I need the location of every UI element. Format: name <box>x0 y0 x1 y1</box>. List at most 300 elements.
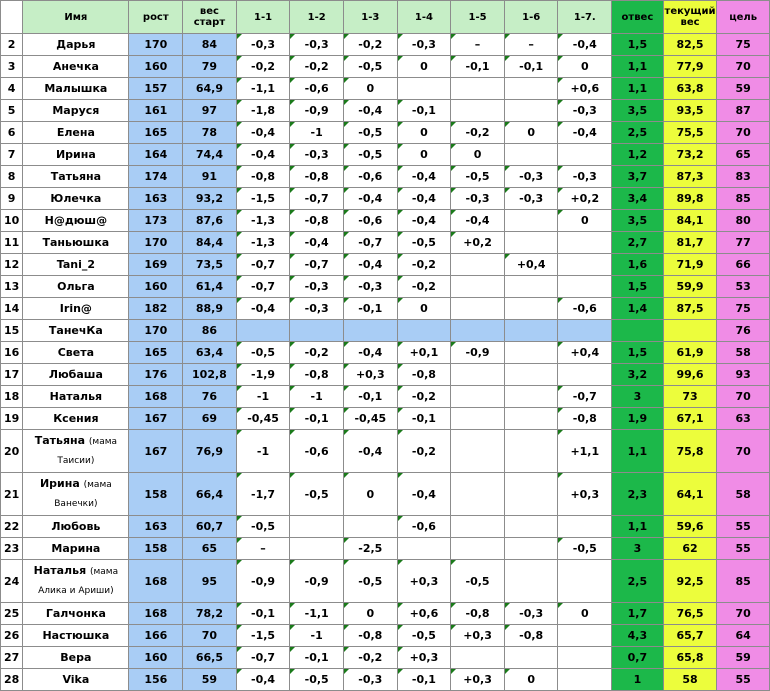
cell-current-weight[interactable]: 93,5 <box>663 100 717 122</box>
cell-week-4[interactable]: -0,4 <box>397 188 451 210</box>
cell-lost[interactable]: 3 <box>612 538 664 560</box>
cell-week-1[interactable]: -0,4 <box>236 144 290 166</box>
cell-goal[interactable]: 85 <box>717 188 770 210</box>
cell-week-4[interactable]: +0,3 <box>397 560 451 603</box>
cell-week-6[interactable] <box>504 144 558 166</box>
cell-week-5[interactable] <box>451 516 505 538</box>
cell-week-4[interactable]: -0,2 <box>397 430 451 473</box>
cell-start-weight[interactable]: 86 <box>183 320 237 342</box>
cell-week-5[interactable] <box>451 386 505 408</box>
cell-week-1[interactable]: -0,3 <box>236 34 290 56</box>
row-number[interactable]: 22 <box>1 516 23 538</box>
cell-start-weight[interactable]: 73,5 <box>183 254 237 276</box>
cell-week-3[interactable]: -0,6 <box>343 166 397 188</box>
cell-week-4[interactable] <box>397 538 451 560</box>
cell-height[interactable]: 164 <box>129 144 183 166</box>
cell-week-1[interactable]: -1,8 <box>236 100 290 122</box>
header-start-weight[interactable]: вес старт <box>183 1 237 34</box>
cell-lost[interactable]: 0,7 <box>612 647 664 669</box>
cell-week-3[interactable]: -0,3 <box>343 669 397 691</box>
cell-height[interactable]: 174 <box>129 166 183 188</box>
cell-name[interactable] <box>23 144 129 166</box>
cell-week-5[interactable]: -0,1 <box>451 56 505 78</box>
cell-week-3[interactable]: +0,3 <box>343 364 397 386</box>
row-number[interactable]: 27 <box>1 647 23 669</box>
cell-week-5[interactable]: +0,2 <box>451 232 505 254</box>
cell-start-weight[interactable]: 66,5 <box>183 647 237 669</box>
cell-current-weight[interactable]: 81,7 <box>663 232 717 254</box>
cell-height[interactable]: 167 <box>129 408 183 430</box>
cell-current-weight[interactable]: 59,9 <box>663 276 717 298</box>
cell-current-weight[interactable]: 65,7 <box>663 625 717 647</box>
header-week-7[interactable]: 1-7. <box>558 1 612 34</box>
cell-week-5[interactable] <box>451 276 505 298</box>
cell-week-5[interactable] <box>451 320 505 342</box>
cell-height[interactable]: 182 <box>129 298 183 320</box>
cell-week-3[interactable]: -0,7 <box>343 232 397 254</box>
cell-start-weight[interactable]: 70 <box>183 625 237 647</box>
cell-lost[interactable]: 1,1 <box>612 430 664 473</box>
cell-week-1[interactable]: -1,7 <box>236 473 290 516</box>
cell-week-4[interactable]: -0,1 <box>397 669 451 691</box>
cell-week-4[interactable]: +0,1 <box>397 342 451 364</box>
cell-week-1[interactable]: -0,8 <box>236 166 290 188</box>
cell-height[interactable]: 160 <box>129 647 183 669</box>
cell-week-4[interactable]: 0 <box>397 122 451 144</box>
cell-current-weight[interactable]: 82,5 <box>663 34 717 56</box>
cell-week-2[interactable]: -0,5 <box>290 669 344 691</box>
cell-week-6[interactable] <box>504 386 558 408</box>
row-number[interactable]: 9 <box>1 188 23 210</box>
row-number[interactable]: 15 <box>1 320 23 342</box>
cell-week-7[interactable]: +1,1 <box>558 430 612 473</box>
row-number[interactable]: 13 <box>1 276 23 298</box>
cell-week-6[interactable] <box>504 473 558 516</box>
cell-week-5[interactable] <box>451 298 505 320</box>
cell-week-1[interactable]: -1 <box>236 430 290 473</box>
cell-week-3[interactable]: -0,4 <box>343 254 397 276</box>
cell-week-6[interactable]: +0,4 <box>504 254 558 276</box>
cell-name[interactable] <box>23 669 129 691</box>
cell-lost[interactable]: 1,6 <box>612 254 664 276</box>
cell-lost[interactable]: 3,4 <box>612 188 664 210</box>
cell-week-5[interactable] <box>451 100 505 122</box>
cell-week-1[interactable]: -0,1 <box>236 603 290 625</box>
cell-week-7[interactable] <box>558 320 612 342</box>
cell-week-6[interactable]: -0,8 <box>504 625 558 647</box>
cell-lost[interactable]: 2,7 <box>612 232 664 254</box>
cell-week-7[interactable]: +0,6 <box>558 78 612 100</box>
row-number[interactable]: 2 <box>1 34 23 56</box>
cell-week-4[interactable]: +0,3 <box>397 647 451 669</box>
cell-height[interactable]: 168 <box>129 560 183 603</box>
row-number[interactable]: 24 <box>1 560 23 603</box>
cell-name[interactable] <box>23 430 129 473</box>
cell-goal[interactable]: 59 <box>717 78 770 100</box>
cell-week-1[interactable]: -1,3 <box>236 210 290 232</box>
cell-week-3[interactable] <box>343 320 397 342</box>
cell-week-3[interactable]: -0,2 <box>343 34 397 56</box>
cell-week-3[interactable] <box>343 516 397 538</box>
cell-week-6[interactable]: -0,1 <box>504 56 558 78</box>
cell-week-1[interactable] <box>236 320 290 342</box>
cell-name[interactable] <box>23 386 129 408</box>
header-goal[interactable]: цель <box>717 1 770 34</box>
row-number[interactable]: 17 <box>1 364 23 386</box>
cell-lost[interactable]: 1,5 <box>612 276 664 298</box>
cell-week-7[interactable]: 0 <box>558 56 612 78</box>
cell-week-4[interactable]: -0,2 <box>397 276 451 298</box>
cell-week-2[interactable]: -0,4 <box>290 232 344 254</box>
cell-goal[interactable]: 70 <box>717 122 770 144</box>
cell-goal[interactable]: 76 <box>717 320 770 342</box>
cell-goal[interactable]: 70 <box>717 603 770 625</box>
cell-goal[interactable]: 70 <box>717 386 770 408</box>
cell-week-4[interactable]: +0,6 <box>397 603 451 625</box>
cell-goal[interactable]: 59 <box>717 647 770 669</box>
cell-goal[interactable]: 93 <box>717 364 770 386</box>
cell-week-3[interactable]: -0,4 <box>343 100 397 122</box>
header-week-1[interactable]: 1-1 <box>236 1 290 34</box>
cell-week-3[interactable]: -0,4 <box>343 430 397 473</box>
cell-start-weight[interactable]: 102,8 <box>183 364 237 386</box>
cell-start-weight[interactable]: 76,9 <box>183 430 237 473</box>
cell-week-7[interactable]: -0,5 <box>558 538 612 560</box>
cell-week-6[interactable]: -0,3 <box>504 166 558 188</box>
cell-name[interactable] <box>23 473 129 516</box>
cell-week-7[interactable]: 0 <box>558 210 612 232</box>
cell-start-weight[interactable]: 84 <box>183 34 237 56</box>
cell-lost[interactable]: 1,4 <box>612 298 664 320</box>
cell-name[interactable] <box>23 276 129 298</box>
cell-week-2[interactable]: -0,3 <box>290 144 344 166</box>
cell-start-weight[interactable]: 95 <box>183 560 237 603</box>
cell-height[interactable]: 169 <box>129 254 183 276</box>
cell-current-weight[interactable]: 67,1 <box>663 408 717 430</box>
cell-current-weight[interactable] <box>663 320 717 342</box>
cell-week-7[interactable]: -0,7 <box>558 386 612 408</box>
row-number[interactable]: 12 <box>1 254 23 276</box>
cell-week-1[interactable]: -0,4 <box>236 122 290 144</box>
cell-week-7[interactable]: +0,2 <box>558 188 612 210</box>
cell-week-6[interactable] <box>504 430 558 473</box>
cell-week-1[interactable]: -0,9 <box>236 560 290 603</box>
cell-height[interactable]: 168 <box>129 603 183 625</box>
cell-week-5[interactable] <box>451 538 505 560</box>
cell-week-5[interactable] <box>451 647 505 669</box>
cell-lost[interactable]: 3 <box>612 386 664 408</box>
cell-week-1[interactable]: -0,4 <box>236 669 290 691</box>
cell-week-5[interactable] <box>451 408 505 430</box>
cell-week-4[interactable]: 0 <box>397 144 451 166</box>
cell-week-1[interactable]: -1,9 <box>236 364 290 386</box>
cell-week-6[interactable] <box>504 320 558 342</box>
cell-week-1[interactable]: -0,7 <box>236 647 290 669</box>
cell-week-2[interactable]: -0,9 <box>290 100 344 122</box>
cell-week-1[interactable]: -1,5 <box>236 188 290 210</box>
cell-lost[interactable] <box>612 320 664 342</box>
cell-lost[interactable]: 1,5 <box>612 342 664 364</box>
cell-week-3[interactable]: 0 <box>343 603 397 625</box>
header-name[interactable]: Имя <box>23 1 129 34</box>
cell-week-7[interactable] <box>558 232 612 254</box>
cell-lost[interactable]: 1,7 <box>612 603 664 625</box>
cell-week-7[interactable] <box>558 647 612 669</box>
cell-lost[interactable]: 3,5 <box>612 100 664 122</box>
cell-week-1[interactable]: -0,2 <box>236 56 290 78</box>
row-number[interactable]: 10 <box>1 210 23 232</box>
cell-week-3[interactable]: -2,5 <box>343 538 397 560</box>
cell-current-weight[interactable]: 71,9 <box>663 254 717 276</box>
cell-height[interactable]: 170 <box>129 320 183 342</box>
cell-current-weight[interactable]: 89,8 <box>663 188 717 210</box>
cell-week-4[interactable] <box>397 320 451 342</box>
cell-current-weight[interactable]: 92,5 <box>663 560 717 603</box>
cell-week-4[interactable]: -0,2 <box>397 254 451 276</box>
cell-week-2[interactable]: -0,8 <box>290 166 344 188</box>
cell-current-weight[interactable]: 87,3 <box>663 166 717 188</box>
cell-goal[interactable]: 80 <box>717 210 770 232</box>
cell-week-5[interactable]: -0,4 <box>451 210 505 232</box>
header-lost[interactable]: отвес <box>612 1 664 34</box>
cell-lost[interactable]: 1,5 <box>612 34 664 56</box>
cell-week-7[interactable]: +0,4 <box>558 342 612 364</box>
header-week-3[interactable]: 1-3 <box>343 1 397 34</box>
cell-current-weight[interactable]: 63,8 <box>663 78 717 100</box>
cell-height[interactable]: 156 <box>129 669 183 691</box>
cell-current-weight[interactable]: 84,1 <box>663 210 717 232</box>
cell-name[interactable] <box>23 342 129 364</box>
cell-name[interactable] <box>23 78 129 100</box>
cell-goal[interactable]: 87 <box>717 100 770 122</box>
cell-name[interactable] <box>23 647 129 669</box>
cell-goal[interactable]: 58 <box>717 342 770 364</box>
cell-lost[interactable]: 3,2 <box>612 364 664 386</box>
cell-week-4[interactable]: 0 <box>397 56 451 78</box>
cell-week-7[interactable]: -0,4 <box>558 122 612 144</box>
header-current-weight[interactable]: текущий вес <box>663 1 717 34</box>
cell-height[interactable]: 163 <box>129 516 183 538</box>
cell-week-6[interactable]: 0 <box>504 669 558 691</box>
cell-week-3[interactable]: -0,5 <box>343 56 397 78</box>
cell-week-1[interactable]: – <box>236 538 290 560</box>
cell-height[interactable]: 165 <box>129 122 183 144</box>
cell-name[interactable] <box>23 625 129 647</box>
row-number[interactable]: 5 <box>1 100 23 122</box>
cell-week-7[interactable]: -0,8 <box>558 408 612 430</box>
cell-goal[interactable]: 70 <box>717 56 770 78</box>
cell-week-2[interactable]: -0,3 <box>290 34 344 56</box>
cell-goal[interactable]: 75 <box>717 34 770 56</box>
cell-lost[interactable]: 1,1 <box>612 516 664 538</box>
cell-height[interactable]: 160 <box>129 276 183 298</box>
cell-current-weight[interactable]: 73 <box>663 386 717 408</box>
cell-week-1[interactable]: -0,45 <box>236 408 290 430</box>
row-number[interactable]: 21 <box>1 473 23 516</box>
cell-goal[interactable]: 55 <box>717 538 770 560</box>
cell-week-6[interactable] <box>504 364 558 386</box>
cell-week-7[interactable] <box>558 625 612 647</box>
cell-start-weight[interactable]: 78 <box>183 122 237 144</box>
cell-goal[interactable]: 83 <box>717 166 770 188</box>
cell-week-2[interactable] <box>290 516 344 538</box>
cell-lost[interactable]: 2,5 <box>612 122 664 144</box>
cell-start-weight[interactable]: 64,9 <box>183 78 237 100</box>
cell-week-1[interactable]: -0,7 <box>236 276 290 298</box>
cell-start-weight[interactable]: 93,2 <box>183 188 237 210</box>
row-number[interactable]: 4 <box>1 78 23 100</box>
cell-week-7[interactable] <box>558 144 612 166</box>
cell-week-4[interactable]: -0,4 <box>397 166 451 188</box>
cell-height[interactable]: 166 <box>129 625 183 647</box>
cell-week-4[interactable]: -0,4 <box>397 473 451 516</box>
cell-week-2[interactable]: -1,1 <box>290 603 344 625</box>
row-number[interactable]: 28 <box>1 669 23 691</box>
cell-height[interactable]: 158 <box>129 538 183 560</box>
row-number[interactable]: 14 <box>1 298 23 320</box>
cell-week-2[interactable]: -0,1 <box>290 647 344 669</box>
cell-week-6[interactable] <box>504 78 558 100</box>
cell-week-3[interactable]: -0,4 <box>343 342 397 364</box>
cell-goal[interactable]: 75 <box>717 298 770 320</box>
cell-start-weight[interactable]: 88,9 <box>183 298 237 320</box>
cell-name[interactable] <box>23 232 129 254</box>
cell-name[interactable] <box>23 56 129 78</box>
row-number[interactable]: 6 <box>1 122 23 144</box>
header-week-2[interactable]: 1-2 <box>290 1 344 34</box>
header-height[interactable]: рост <box>129 1 183 34</box>
cell-name[interactable] <box>23 603 129 625</box>
cell-week-6[interactable] <box>504 276 558 298</box>
cell-lost[interactable]: 1,1 <box>612 56 664 78</box>
cell-week-7[interactable]: 0 <box>558 603 612 625</box>
cell-week-2[interactable] <box>290 538 344 560</box>
row-number[interactable]: 19 <box>1 408 23 430</box>
cell-current-weight[interactable]: 62 <box>663 538 717 560</box>
cell-week-4[interactable]: -0,5 <box>397 625 451 647</box>
cell-week-6[interactable] <box>504 516 558 538</box>
cell-week-7[interactable]: -0,6 <box>558 298 612 320</box>
cell-week-4[interactable]: 0 <box>397 298 451 320</box>
cell-week-1[interactable]: -1,1 <box>236 78 290 100</box>
cell-week-7[interactable] <box>558 560 612 603</box>
cell-week-2[interactable]: -0,8 <box>290 210 344 232</box>
cell-week-2[interactable]: -0,2 <box>290 342 344 364</box>
cell-start-weight[interactable]: 65 <box>183 538 237 560</box>
row-number[interactable]: 26 <box>1 625 23 647</box>
cell-start-weight[interactable]: 69 <box>183 408 237 430</box>
cell-goal[interactable]: 55 <box>717 669 770 691</box>
cell-lost[interactable]: 1,1 <box>612 78 664 100</box>
row-number[interactable]: 25 <box>1 603 23 625</box>
cell-week-6[interactable] <box>504 408 558 430</box>
cell-current-weight[interactable]: 87,5 <box>663 298 717 320</box>
cell-current-weight[interactable]: 75,5 <box>663 122 717 144</box>
cell-current-weight[interactable]: 99,6 <box>663 364 717 386</box>
cell-goal[interactable]: 63 <box>717 408 770 430</box>
cell-start-weight[interactable]: 87,6 <box>183 210 237 232</box>
cell-current-weight[interactable]: 59,6 <box>663 516 717 538</box>
cell-goal[interactable]: 70 <box>717 430 770 473</box>
cell-current-weight[interactable]: 77,9 <box>663 56 717 78</box>
row-number[interactable]: 20 <box>1 430 23 473</box>
row-number[interactable]: 16 <box>1 342 23 364</box>
cell-goal[interactable]: 77 <box>717 232 770 254</box>
cell-week-1[interactable]: -1,3 <box>236 232 290 254</box>
cell-week-3[interactable]: -0,5 <box>343 122 397 144</box>
row-number[interactable]: 23 <box>1 538 23 560</box>
cell-name[interactable] <box>23 254 129 276</box>
cell-goal[interactable]: 55 <box>717 516 770 538</box>
cell-height[interactable]: 163 <box>129 188 183 210</box>
cell-start-weight[interactable]: 74,4 <box>183 144 237 166</box>
cell-height[interactable]: 173 <box>129 210 183 232</box>
cell-week-7[interactable]: +0,3 <box>558 473 612 516</box>
row-number[interactable]: 11 <box>1 232 23 254</box>
cell-week-6[interactable]: – <box>504 34 558 56</box>
cell-week-7[interactable] <box>558 669 612 691</box>
cell-week-1[interactable]: -1 <box>236 386 290 408</box>
cell-height[interactable]: 167 <box>129 430 183 473</box>
cell-start-weight[interactable]: 84,4 <box>183 232 237 254</box>
cell-goal[interactable]: 85 <box>717 560 770 603</box>
cell-week-7[interactable] <box>558 276 612 298</box>
cell-goal[interactable]: 66 <box>717 254 770 276</box>
cell-start-weight[interactable]: 76 <box>183 386 237 408</box>
cell-goal[interactable]: 64 <box>717 625 770 647</box>
cell-week-1[interactable]: -1,5 <box>236 625 290 647</box>
cell-week-7[interactable]: -0,3 <box>558 166 612 188</box>
cell-current-weight[interactable]: 76,5 <box>663 603 717 625</box>
cell-week-2[interactable]: -1 <box>290 386 344 408</box>
cell-week-5[interactable]: +0,3 <box>451 669 505 691</box>
cell-week-3[interactable]: -0,45 <box>343 408 397 430</box>
cell-week-4[interactable]: -0,3 <box>397 34 451 56</box>
cell-week-2[interactable]: -0,2 <box>290 56 344 78</box>
cell-lost[interactable]: 1,9 <box>612 408 664 430</box>
cell-current-weight[interactable]: 61,9 <box>663 342 717 364</box>
cell-start-weight[interactable]: 61,4 <box>183 276 237 298</box>
cell-start-weight[interactable]: 59 <box>183 669 237 691</box>
cell-week-5[interactable] <box>451 364 505 386</box>
cell-name[interactable] <box>23 122 129 144</box>
cell-week-5[interactable]: -0,2 <box>451 122 505 144</box>
row-number[interactable]: 8 <box>1 166 23 188</box>
cell-lost[interactable]: 2,3 <box>612 473 664 516</box>
cell-start-weight[interactable]: 66,4 <box>183 473 237 516</box>
cell-week-7[interactable]: -0,3 <box>558 100 612 122</box>
cell-week-4[interactable]: -0,8 <box>397 364 451 386</box>
cell-name[interactable] <box>23 516 129 538</box>
cell-lost[interactable]: 3,7 <box>612 166 664 188</box>
cell-week-2[interactable]: -0,9 <box>290 560 344 603</box>
cell-week-3[interactable]: -0,5 <box>343 560 397 603</box>
cell-week-4[interactable]: -0,1 <box>397 408 451 430</box>
cell-height[interactable]: 161 <box>129 100 183 122</box>
cell-week-1[interactable]: -0,5 <box>236 516 290 538</box>
cell-week-6[interactable]: -0,3 <box>504 603 558 625</box>
cell-week-2[interactable]: -0,6 <box>290 430 344 473</box>
cell-week-3[interactable]: -0,6 <box>343 210 397 232</box>
cell-week-5[interactable]: -0,9 <box>451 342 505 364</box>
cell-week-3[interactable]: -0,1 <box>343 386 397 408</box>
cell-week-1[interactable]: -0,7 <box>236 254 290 276</box>
cell-week-7[interactable] <box>558 364 612 386</box>
cell-week-5[interactable]: – <box>451 34 505 56</box>
cell-week-4[interactable]: -0,2 <box>397 386 451 408</box>
cell-start-weight[interactable]: 91 <box>183 166 237 188</box>
cell-name[interactable] <box>23 188 129 210</box>
